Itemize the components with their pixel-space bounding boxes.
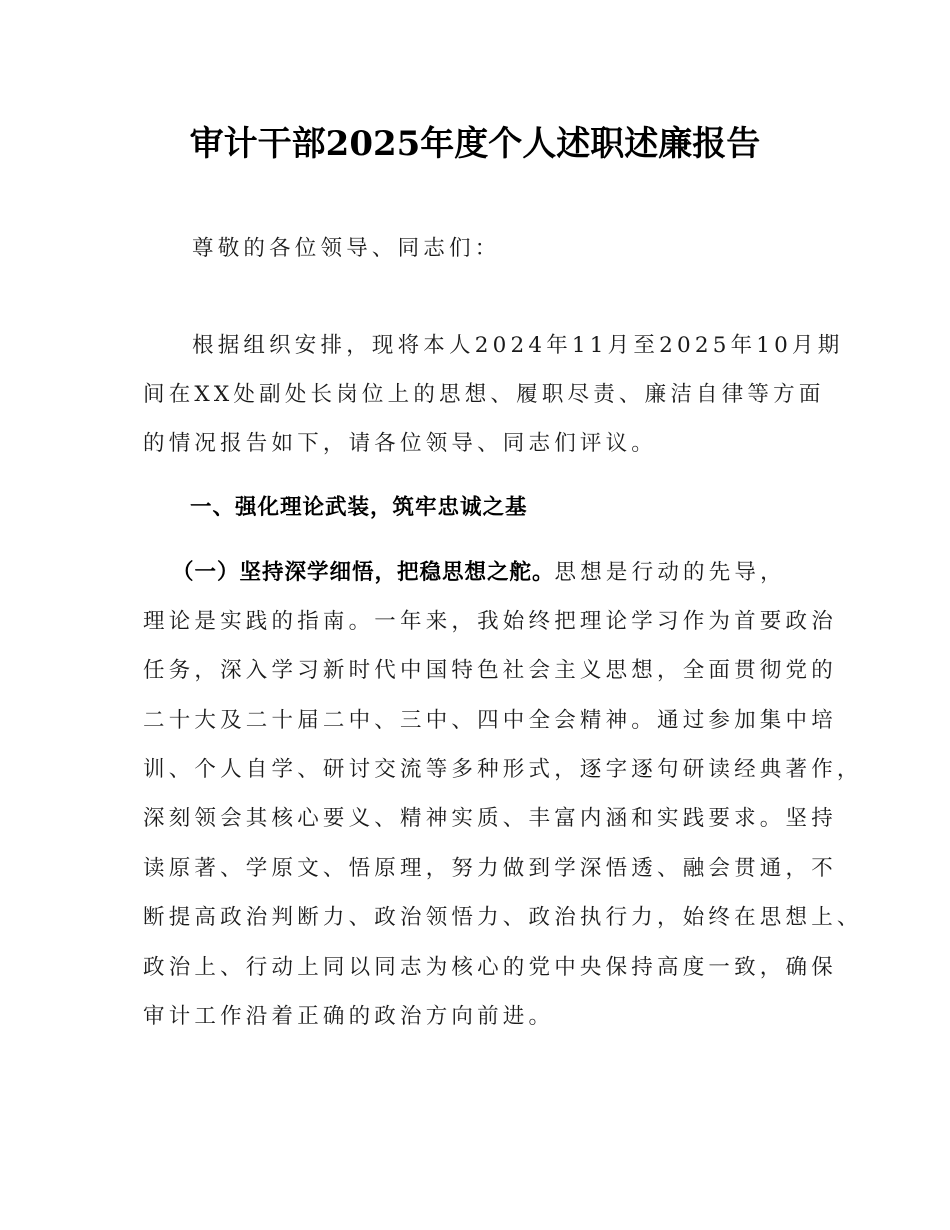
paragraph-line: 断提高政治判断力、政治领悟力、政治执行力，始终在思想上、	[143, 905, 863, 930]
subsection-1-heading: （一）坚持深学细悟，把稳思想之舵。	[172, 560, 555, 585]
paragraph-line: 深刻领会其核心要义、精神实质、丰富内涵和实践要求。坚持	[143, 806, 837, 831]
paragraph-line: 读原著、学原文、悟原理，努力做到学深悟透、融会贯通，不	[143, 856, 837, 881]
document-title: 审计干部2025年度个人述职述廉报告	[189, 124, 761, 164]
paragraph-line: 训、个人自学、研讨交流等多种形式，逐字逐句研读经典著作，	[143, 757, 863, 782]
salutation: 尊敬的各位领导、同志们：	[192, 236, 501, 261]
paragraph-line: 政治上、行动上同以同志为核心的党中央保持高度一致，确保	[143, 955, 837, 980]
paragraph-line: 二十大及二十届二中、三中、四中全会精神。通过参加集中培	[143, 708, 837, 733]
section-heading-1: 一、强化理论武装，筑牢忠诚之基	[190, 495, 528, 520]
intro-line-1: 根据组织安排，现将本人2024年11月至2025年10月期	[192, 333, 844, 358]
paragraph-line: 理论是实践的指南。一年来，我始终把理论学习作为首要政治	[143, 609, 837, 634]
paragraph-line: 审计工作沿着正确的政治方向前进。	[143, 1004, 555, 1029]
intro-line-2: 间在XX处副处长岗位上的思想、履职尽责、廉洁自律等方面	[143, 382, 825, 407]
subsection-1-first-line	[172, 555, 786, 586]
paragraph-line: 任务，深入学习新时代中国特色社会主义思想，全面贯彻党的	[143, 658, 837, 683]
subsection-1-first-line-text: 思想是行动的先导，	[554, 560, 786, 585]
intro-line-3: 的情况报告如下，请各位领导、同志们评议。	[143, 431, 658, 456]
